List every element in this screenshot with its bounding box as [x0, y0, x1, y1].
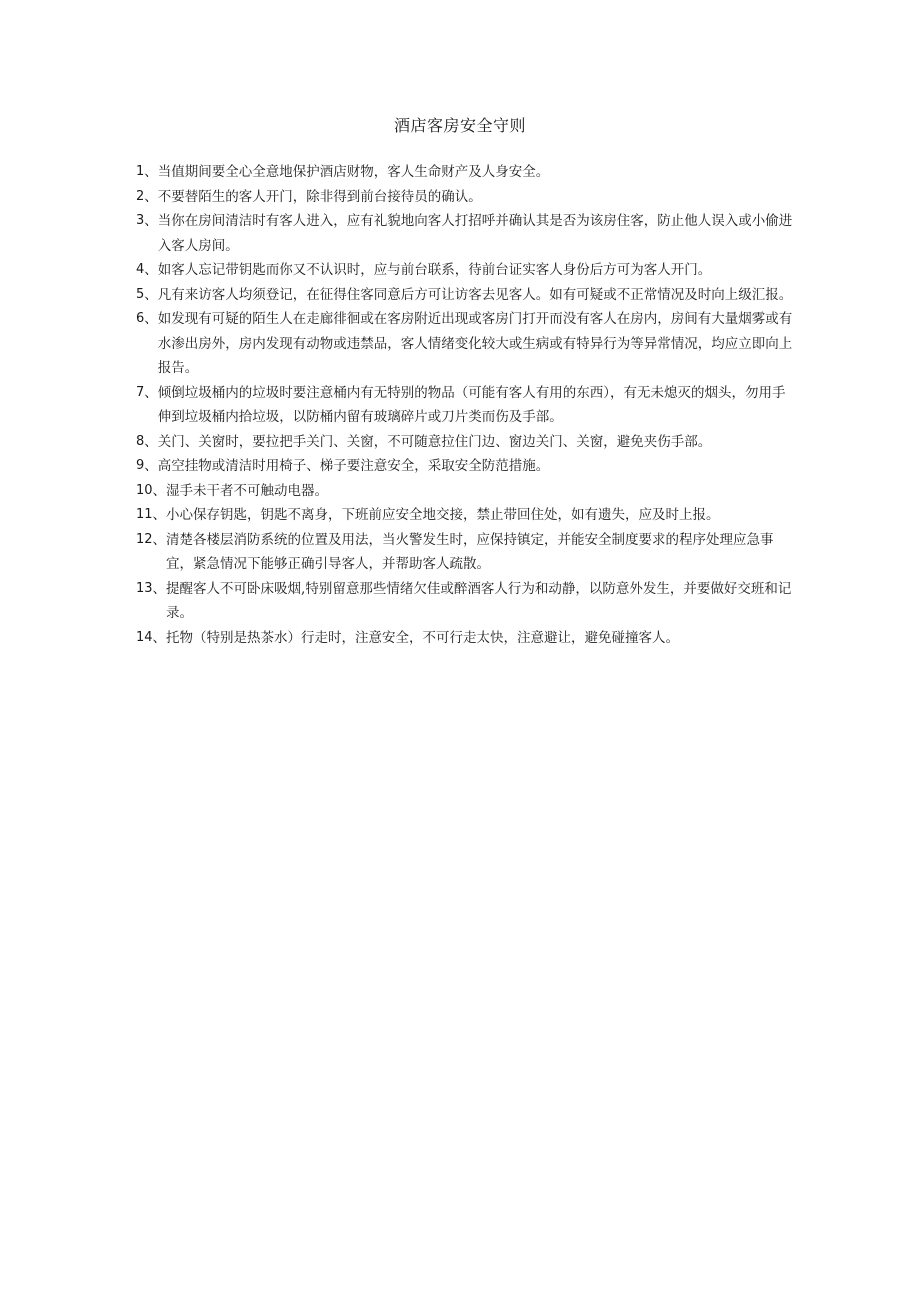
rule-text: 当你在房间清洁时有客人进入，应有礼貌地向客人打招呼并确认其是否为该房住客，防止他人误入或小偷进入客人房间。 — [157, 213, 793, 254]
rule-item — [136, 454, 796, 479]
rule-item — [136, 577, 796, 626]
rule-text: 如客人忘记带钥匙而你又不认识时，应与前台联系，待前台证实客人身份后方可为客人开门。 — [157, 262, 712, 278]
rule-item — [136, 209, 796, 258]
rule-separator: 、 — [144, 458, 158, 474]
rule-number: 7 — [136, 384, 145, 400]
rule-separator: 、 — [144, 164, 158, 180]
rule-text: 提醒客人不可卧床吸烟,特别留意那些情绪欠佳或醉酒客人行为和动静，以防意外发生，并要做好交班和记录。 — [166, 580, 792, 621]
rule-text: 小心保存钥匙，钥匙不离身，下班前应安全地交接，禁止带回住处，如有遗失，应及时上报。 — [166, 507, 720, 523]
rule-item — [136, 185, 796, 210]
rule-separator: 、 — [152, 531, 167, 548]
rule-item — [136, 626, 796, 651]
rule-number: 6 — [136, 311, 145, 326]
rule-text: 托物（特别是热茶水）行走时，注意安全，不可行走太快，注意避让，避免碰撞客人。 — [166, 629, 680, 646]
rule-item — [136, 283, 796, 308]
rule-item — [136, 258, 796, 283]
rule-number: 14 — [136, 629, 153, 645]
rule-text: 清楚各楼层消防系统的位置及用法，当火警发生时，应保持镇定，并能安全制度要求的程序处理应急事宜，紧急情况下能够正确引导客人，并帮助客人疏散。 — [166, 531, 774, 572]
rule-text: 不要替陌生的客人开门，除非得到前台接待员的确认。 — [157, 188, 482, 205]
rule-number: 12 — [136, 531, 153, 547]
rule-number: 2 — [136, 188, 145, 204]
rule-number: 1 — [136, 164, 145, 179]
rule-text: 如发现有可疑的陌生人在走廊徘徊或在客房附近出现或客房门打开而没有客人在房内，房间有大量烟雾或有水渗出房外，房内发现有动物或违禁品，客人情绪变化较大或生病或有特异行为等异常情况，均应立即向上报告。 — [157, 311, 793, 376]
rule-item — [136, 503, 796, 528]
rule-number: 11 — [136, 507, 153, 522]
rule-number: 5 — [136, 286, 145, 302]
rule-text: 关门、关窗时，要拉把手关门、关窗，不可随意拉住门边、窗边关门、关窗，避免夹伤手部。 — [157, 433, 712, 450]
rule-separator: 、 — [144, 433, 158, 450]
rule-number: 4 — [136, 262, 145, 277]
rule-text: 高空挂物或清洁时用椅子、梯子要注意安全，采取安全防范措施。 — [157, 458, 550, 474]
document-title: 酒店客房安全守则 — [393, 116, 526, 135]
rule-item — [136, 381, 796, 430]
rule-separator: 、 — [152, 580, 167, 597]
rule-separator: 、 — [144, 213, 158, 229]
rule-separator: 、 — [152, 507, 167, 523]
rule-item — [136, 528, 796, 577]
rule-item — [136, 430, 796, 455]
rule-number: 13 — [136, 580, 153, 596]
rule-text: 湿手未干者不可触动电器。 — [166, 482, 329, 499]
rule-number: 10 — [136, 482, 153, 498]
rule-item — [136, 307, 796, 381]
rule-separator: 、 — [144, 286, 158, 303]
rule-separator: 、 — [144, 384, 158, 401]
rule-separator: 、 — [152, 629, 167, 646]
rules-list — [136, 160, 796, 650]
rule-separator: 、 — [144, 311, 158, 327]
rule-item — [136, 479, 796, 504]
rule-text: 倾倒垃圾桶内的垃圾时要注意桶内有无特别的物品（可能有客人有用的东西），有无未熄灭的烟头，勿用手伸到垃圾桶内拾垃圾，以防桶内留有玻璃碎片或刀片类而伤及手部。 — [157, 384, 786, 425]
rule-number: 9 — [136, 458, 145, 473]
rule-separator: 、 — [144, 262, 158, 278]
rule-item — [136, 160, 796, 185]
rule-number: 8 — [136, 433, 145, 449]
rule-number: 3 — [136, 213, 145, 228]
rule-text: 当值期间要全心全意地保护酒店财物，客人生命财产及人身安全。 — [157, 164, 550, 180]
rule-separator: 、 — [152, 482, 167, 499]
rule-separator: 、 — [144, 188, 158, 205]
rule-text: 凡有来访客人均须登记，在征得住客同意后方可让访客去见客人。如有可疑或不正常情况及时向上级汇报。 — [157, 286, 793, 303]
